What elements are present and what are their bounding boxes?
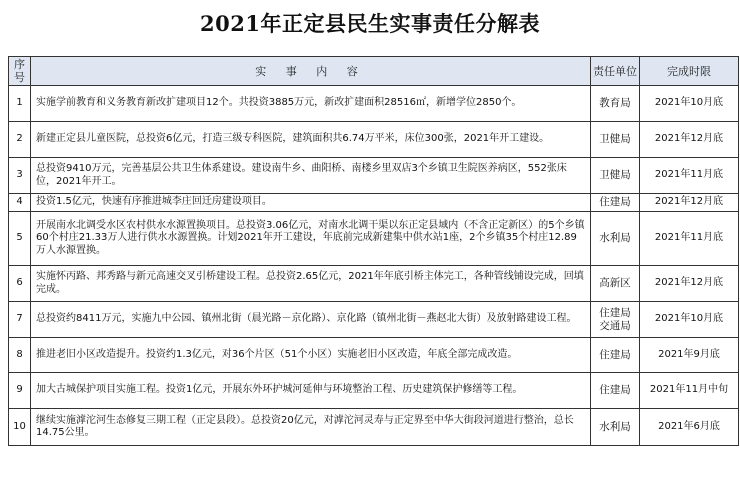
row-unit: 住建局 <box>591 373 640 409</box>
row-deadline: 2021年11月底 <box>640 158 739 194</box>
row-unit: 教育局 <box>591 86 640 122</box>
header-time: 完成时限 <box>640 57 739 86</box>
row-unit: 住建局 交通局 <box>591 302 640 338</box>
row-content: 总投资约8411万元，实施九中公园、镇州北街（晨光路－京化路）、京化路（镇州北街－燕赵北大街）及放射路建设工程。 <box>31 302 591 338</box>
row-number: 4 <box>9 194 31 212</box>
table-row <box>9 194 739 212</box>
table-row <box>9 122 739 158</box>
row-number: 1 <box>9 86 31 122</box>
row-content: 继续实施滹沱河生态修复三期工程（正定县段）。总投资20亿元，对滹沱河灵寿与正定界至中华大街段河道进行整治，总长14.75公里。 <box>31 409 591 446</box>
row-number: 8 <box>9 338 31 373</box>
table-row <box>9 373 739 409</box>
row-deadline: 2021年12月底 <box>640 194 739 212</box>
header-content: 实 事 内 容 <box>31 57 591 86</box>
row-content: 实施学前教育和义务教育新改扩建项目12个。共投资3885万元，新改扩建面积28516㎡，新增学位2850个。 <box>31 86 591 122</box>
table-row <box>9 409 739 446</box>
row-deadline: 2021年12月底 <box>640 122 739 158</box>
row-number: 2 <box>9 122 31 158</box>
row-unit: 卫健局 <box>591 122 640 158</box>
row-content: 新建正定县儿童医院，总投资6亿元，打造三级专科医院，建筑面积共6.74万平米，床位300张，2021年开工建设。 <box>31 122 591 158</box>
table-row <box>9 266 739 302</box>
row-number: 7 <box>9 302 31 338</box>
row-content: 开展南水北调受水区农村供水水源置换项目。总投资3.06亿元，对南水北调干渠以东正定县域内（不含正定新区）的5个乡镇60个村庄21.33万人进行供水水源置换。计划2021年开工建设，年底前完成新建集中供水站1座，2个乡镇35个村庄12.89万人水源置换。 <box>31 212 591 266</box>
page-title: 2021年正定县民生实事责任分解表 <box>200 11 540 36</box>
row-content: 实施怀丙路、邦秀路与新元高速交叉引桥建设工程。总投资2.65亿元，2021年年底引桥主体完工，各种管线铺设完成，回填完成。 <box>31 266 591 302</box>
row-content: 加大古城保护项目实施工程。投资1亿元，开展东外环护城河延伸与环境整治工程、历史建筑保护修缮等工程。 <box>31 373 591 409</box>
table-row <box>9 86 739 122</box>
row-content: 投资1.5亿元，快速有序推进城李庄回迁房建设项目。 <box>31 194 591 212</box>
row-deadline: 2021年11月中旬 <box>640 373 739 409</box>
row-unit: 水利局 <box>591 409 640 446</box>
row-deadline: 2021年9月底 <box>640 338 739 373</box>
row-number: 10 <box>9 409 31 446</box>
row-unit: 住建局 <box>591 194 640 212</box>
row-content: 推进老旧小区改造提升。投资约1.3亿元，对36个片区（51个小区）实施老旧小区改造，年底全部完成改造。 <box>31 338 591 373</box>
row-deadline: 2021年11月底 <box>640 212 739 266</box>
table-row <box>9 302 739 338</box>
row-unit: 住建局 <box>591 338 640 373</box>
row-unit: 水利局 <box>591 212 640 266</box>
row-number: 6 <box>9 266 31 302</box>
row-number: 9 <box>9 373 31 409</box>
header-no: 序号 <box>9 57 31 86</box>
row-deadline: 2021年10月底 <box>640 86 739 122</box>
responsibility-table <box>8 56 739 446</box>
table-header-row <box>9 57 739 86</box>
row-unit: 高新区 <box>591 266 640 302</box>
table-row <box>9 158 739 194</box>
row-number: 5 <box>9 212 31 266</box>
row-number: 3 <box>9 158 31 194</box>
table-row <box>9 212 739 266</box>
row-deadline: 2021年10月底 <box>640 302 739 338</box>
row-deadline: 2021年6月底 <box>640 409 739 446</box>
row-unit: 卫健局 <box>591 158 640 194</box>
table-row <box>9 338 739 373</box>
row-deadline: 2021年12月底 <box>640 266 739 302</box>
header-unit: 责任单位 <box>591 57 640 86</box>
row-content: 总投资9410万元，完善基层公共卫生体系建设。建设南牛乡、曲阳桥、南楼乡里双店3个乡镇卫生院医养病区，552张床位，2021年开工。 <box>31 158 591 194</box>
